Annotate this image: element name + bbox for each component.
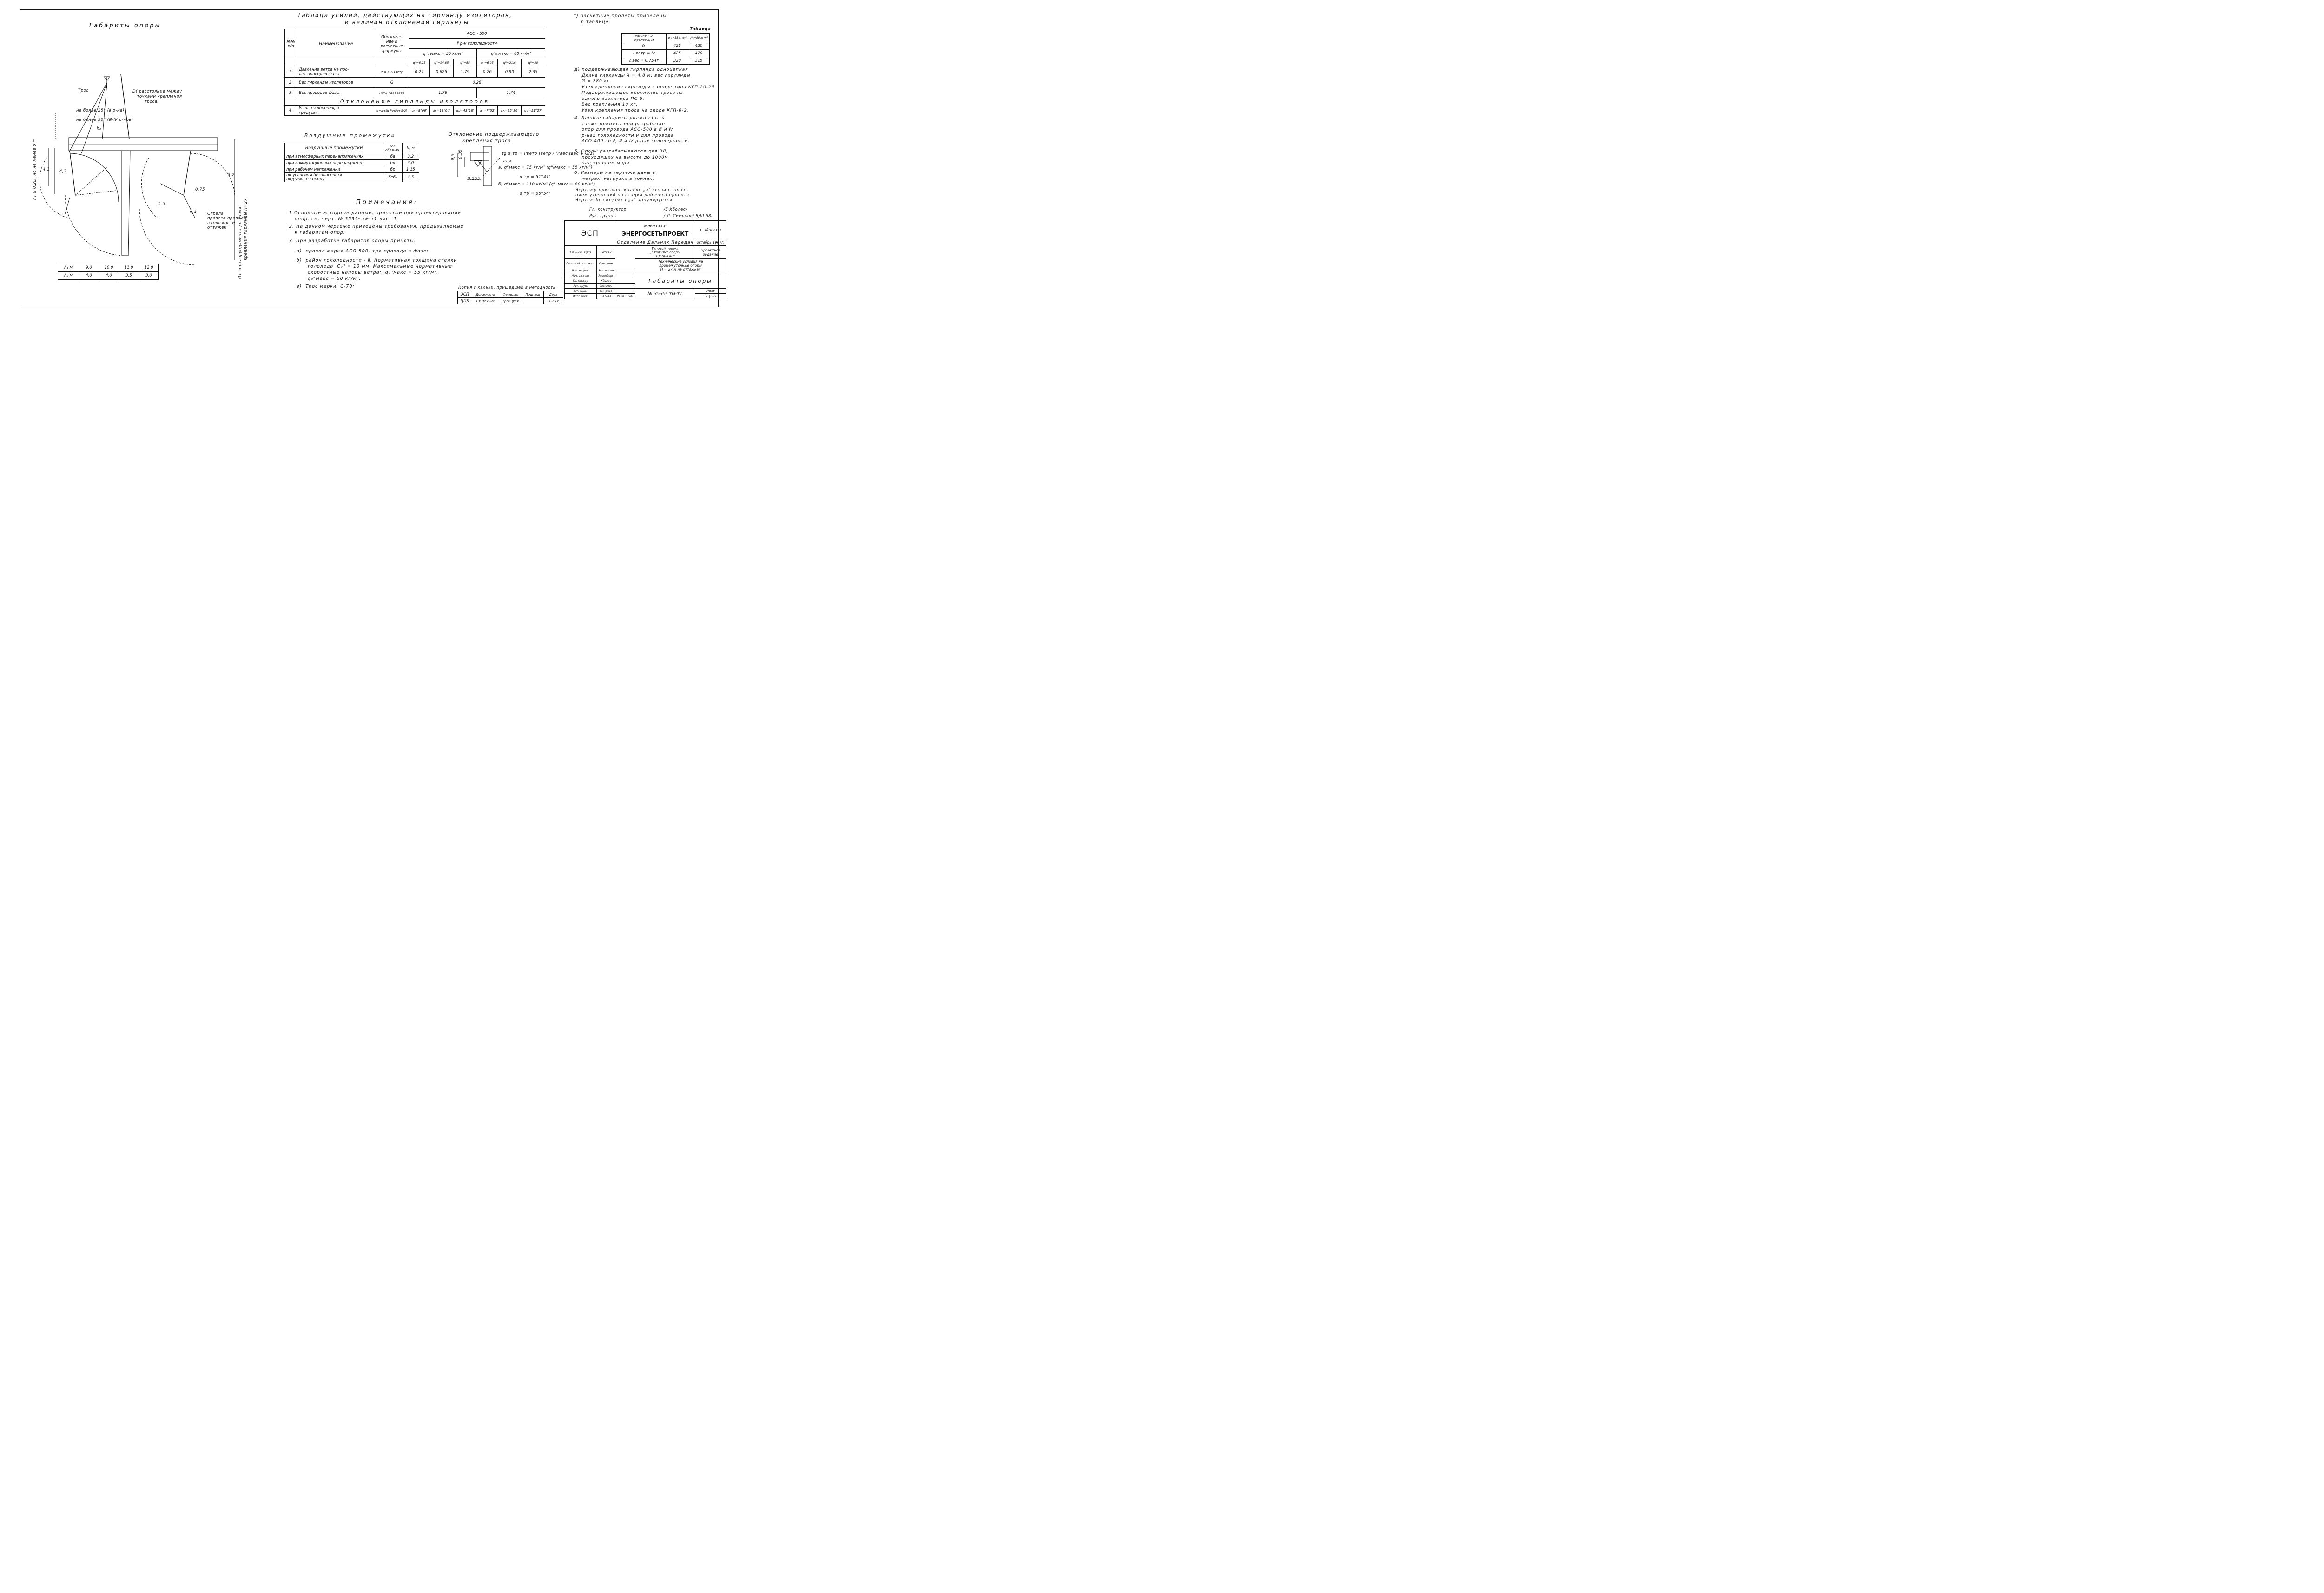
note-5: 5. Опоры разрабатываются для ВЛ, проходящих на высоте до 1000м над уровнем моря. [574, 149, 668, 165]
deflect-b-result: α тр = 65°54' [520, 192, 550, 196]
dim-4-3: 4,3 [43, 167, 50, 172]
forces-title-2: и величин отклонений гирлянды [345, 19, 469, 26]
table-row: ℓ вес = 0,75·ℓг 320 315 [622, 57, 710, 65]
stamp-dept: Отделение Дальних Передач [615, 239, 695, 246]
table-row: 3. Вес проводов фазы. P₂=3·Pвес·ℓвес 1,76 1,74 [285, 88, 545, 98]
copy-table: ЭСП Должность Фамилия Подпись Дата ЦПК Ст. техник Троицкая 11-25 г. [457, 291, 563, 304]
note-3a: а) провод марки АСО-500, три провода в фазе; [293, 249, 429, 254]
signature-2: / Л. Симонов/ 8/III 68г [664, 214, 714, 218]
strela-label: Стрела провеса провода в плоскости оттяжек [207, 212, 246, 230]
dim-0-4: 0,4 [190, 210, 197, 215]
table-row: ℓ ветр = ℓг 425 420 [622, 50, 710, 57]
deflect-title-2: крепления троса [462, 139, 511, 144]
stamp-esp: ЭСП [565, 221, 615, 246]
table-row: h₁ м 9,0 10,0 11,0 12,0 [58, 264, 159, 272]
mast-top-right [121, 74, 129, 139]
note-g: г) расчетные пролеты приведены в таблице. [574, 13, 667, 25]
dim-0-75: 0,75 [195, 187, 205, 192]
note-d: д) поддерживающая гирлянда одноцепная Длина гирлянды λ = 4,8 м, вес гирлянды G = 280 кг. Узел крепления гирлянды к опоре типа КГП-20-2б Поддерживающее крепление троса из одного изолятора ПС-6. Вес крепления 10 кг. Узел крепления троса на опоре КГП-6-2. [574, 67, 715, 113]
stamp-list-total: 36 [711, 294, 716, 298]
stamp-date: октябрь 1967г. [695, 239, 726, 246]
note-1: 1 Основные исходные данные, принятые при проектировании опор, см. черт. № 3535ᵃ тм-т1 лист 1 [289, 211, 461, 222]
stamp-list-no: 2 [705, 294, 708, 298]
table-row: при атмосферных перенапряжениях бa 3,2 [285, 153, 419, 160]
forces-title-1: Таблица усилий, действующих на гирлянду изоляторов, [297, 12, 512, 19]
dim-4-2: 4,2 [59, 169, 67, 174]
table-row: 2. Вес гирлянды изоляторов G 0,28 [285, 78, 545, 88]
stamp-org: ЭНЕРГОСЕТЬПРОЕКТ [622, 230, 689, 237]
tros-label: Трос [78, 88, 89, 93]
copy-caption: Копия с кальки, пришедшей в негодность. [458, 285, 557, 290]
table-row: при рабочем напряжении бр 1,15 [285, 166, 419, 173]
stamp-ministry: МЭиЭ СССР [644, 224, 667, 228]
stamp-stage: Проектное задание [695, 246, 726, 259]
table-row: при коммутационных перенапряжен. бк 3,0 [285, 160, 419, 166]
angle-note-2: не более 30° (Ⅲ-Ⅳ р-нов) [76, 118, 133, 122]
notes-title: Примечания: [356, 199, 418, 206]
mast [122, 151, 130, 256]
note-4: 4. Данные габариты должны быть также приняты при разработке опор для провода АСО-500 в Ⅲ и Ⅳ р-нах гололедности и для провода АСО-400 во Ⅱ, Ⅲ и Ⅳ р-нах гололедности. [574, 116, 690, 144]
span-table-label: Таблица [690, 27, 711, 32]
stamp-subject: Технические условия на промежуточные опоры Н = 27 м на оттяжках [635, 259, 726, 273]
left-title: Габариты опоры [89, 22, 161, 29]
index-note: Чертежу присвоен индекс „а" связи с внесе- нием уточнений на стадии рабочего проекта Чертеж без индекса „а" аннулируется. [575, 188, 689, 203]
dim-2-3: 2,3 [158, 202, 165, 207]
stamp-drawing-no: № 3535ᵃ тм-т1 [635, 289, 695, 299]
table-row: по условиям безопасности подъема на опору бтб₁ 4,5 [285, 173, 419, 182]
title-block: ЭСП МЭиЭ СССР ЭНЕРГОСЕТЬПРОЕКТ г. Москва Отделение Дальних Передач октябрь 1967г. Гл. инж. ОДП Тетиян Типовой проект „Стальные опоры ВЛ-500 кВ" Проектное задание Главный специал. Сандлер Технические условия на промежуточные опоры Н = 27 м на оттяжках Нач. отдела Зельченко Нач. эл.сект Розенберг Габариты опоры Гл. констр Хболес Рук. груп. Симонов Ст. инж. Смирнов № 3535ᵃ тм-т1 Лист Исполнит. Белова Разм. 3,5ф. 2 | 36 [564, 220, 726, 299]
angle-note-1: не более 25° (Ⅱ р-на) [76, 108, 125, 113]
table-row: ℓг 425 420 [622, 42, 710, 50]
dim-3-2: 3,2 [228, 173, 235, 178]
table-row: 1. Давление ветра на про- лет проводов фазы P₁=3·Pₙ·ℓветр 0,27 0,625 1,79 0,26 0,90 2,35 [285, 66, 545, 78]
note-6: 6. Размеры на чертеже даны в метрах, нагрузки в тоннах. [574, 171, 656, 181]
stamp-list-label: Лист [695, 289, 726, 294]
arc-left-1 [70, 153, 119, 202]
deflect-b-line: б) qᴴмакс = 110 кг/м² (qᴴ₀макс = 80 кг/м²) [498, 182, 595, 187]
deflect-dim-035: 0,35 [458, 149, 463, 159]
h2-label: h₂ [97, 126, 101, 131]
air-table: Воздушные промежутки Усл. обознач. б, м при атмосферных перенапряжениях бa 3,2 при коммутационных перенапряжен. бк 3,0 при рабочем напряжении бр 1,15 по условиям безопасности подъема на опору бтб₁ 4,5 [284, 143, 419, 182]
ruk-gruppy-label: Рук. группы [589, 214, 617, 218]
clamp-plate [470, 152, 489, 161]
deflect-dim-0255: 0,255 [468, 177, 480, 181]
insulator-left [70, 151, 75, 195]
table-row: h₂ м 4,0 4,0 3,5 3,0 [58, 272, 159, 280]
stamp-razm: Разм. 3,5ф. [615, 294, 635, 299]
forces-table: №№ п/п Наименование Обозначе- ние и расчетные формулы АСО - 500 Ⅱ р-н гололедности qᴴ₀ макс = 55 кг/м² qᴴ₀ макс = 80 кг/м² qᴴ=6,25 qᴴ=14,85 qᴴ=55 qᴴ=6,25 qᴴ=21,6 qᴴ=80 1. Давление ветра на про- лет проводов фазы P₁=3·Pₙ·ℓветр 0,27 0,625 1,79 0,26 0,90 2,35 2. Вес гирлянды изоляторов G 0,28 3. Вес проводов фазы. P₂=3·Pвес·ℓвес 1,76 1,74 Отклонение гирлянды изоляторов 4. Угол отклонения, в градусах α=arctg P₁/(P₂+G/2) αг=8°06' αк=18°04' αр=43°18' αг=7°52' αк=25°36' αр=51°27' [284, 29, 545, 116]
h-table [58, 264, 159, 280]
table-row: 4. Угол отклонения, в градусах α=arctg P₁/(P₂+G/2) αг=8°06' αк=18°04' αр=43°18' αг=7°52' αк=25°36' αр=51°27' [285, 106, 545, 116]
deflect-a-line: а) qᴴмакс = 75 кг/м² (qᴴ₀макс = 55 кг/м²) [498, 165, 593, 170]
vertical-label-2: крепления гирлянды Н=27 [244, 198, 248, 260]
span-table: Расчетные пролеты, м qᴴ₀=55 кг/м² qᴴ₀=80 кг/м² ℓг 425 420 ℓ ветр = ℓг 425 420 ℓ вес = 0,75·ℓг 320 315 [621, 33, 710, 65]
deflect-formula: tg α тр = Pветр·ℓветр / (Pвес·ℓвес + G/2) [502, 152, 595, 156]
deflect-dim-05: 0,5 [451, 153, 456, 160]
deflect-a-result: α тр = 51°41' [520, 175, 550, 179]
note-3: 3. При разработке габаритов опоры приняты: [289, 238, 416, 244]
arc-right-2 [139, 209, 195, 265]
deflect-dlya: для: [503, 159, 513, 164]
deflect-title-1: Отклонение поддерживающего [449, 132, 540, 137]
d-label: D( расстояние между точками крепления троса) [132, 89, 182, 104]
air-title: Воздушные промежутки [304, 133, 396, 139]
arc-left-2 [65, 195, 125, 256]
note-2: 2. На данном чертеже приведены требования, предъявляемые к габаритам опор. [289, 224, 464, 235]
stamp-project: Типовой проект „Стальные опоры ВЛ-500 кВ" [635, 246, 695, 259]
signature-1: /Е Хболес/ [664, 207, 687, 212]
note-3c: в) Трос марки С-70; [293, 284, 355, 289]
vertical-label-1: От верха фундамента до точки [238, 206, 243, 279]
stamp-city: г. Москва [695, 221, 726, 239]
stamp-sheet-title: Габариты опоры [635, 273, 726, 289]
h1-vertical-label: h₁ ≥ 0,2D, но не менее 9 ᵐ [33, 139, 37, 200]
gl-konstr-label: Гл. конструктор [589, 207, 627, 212]
insulator-right [184, 151, 191, 195]
note-3b: б) район гололедности - Ⅱ. Нормативная толщина стенки гололеда C₀ᴴ = 10 мм. Максимальные нормативные скоростные напоры ветра: q₀ᴴмакс = 55 кг/м², q₀ᴴмакс = 80 кг/м². [297, 258, 457, 281]
